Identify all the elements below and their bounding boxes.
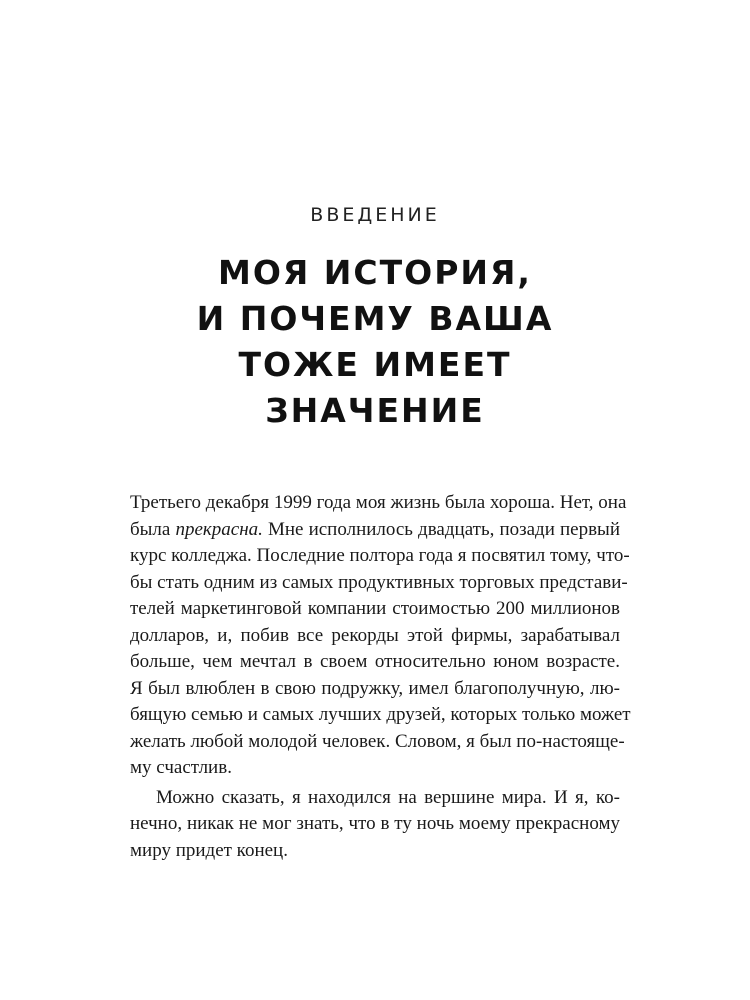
paragraph-line: больше, чем мечтал в своем относительно юном возрасте. [130,651,620,672]
paragraph-2 [130,785,620,865]
paragraph-line: му счастлив. [130,757,232,778]
paragraph-line: бящую семью и самых лучших друзей, которых только может [130,704,631,725]
paragraph-line: Я был влюблен в свою подружку, имел благополучную, лю- [130,677,620,699]
paragraph-line: нечно, никак не мог знать, что в ту ночь моему прекрасному [130,813,620,834]
body-text [130,490,631,864]
paragraph-line: долларов, и, побив все рекорды этой фирмы, зарабатывал [130,624,620,646]
paragraph-line: курс колледжа. Последние полтора года я посвятил тому, что- [130,545,630,566]
section-label: ВВЕДЕНИЕ [310,204,440,226]
emphasis-text: прекрасна. [175,518,263,540]
chapter-title-line-4: ЗНАЧЕНИЕ [265,391,485,430]
paragraph-line: телей маркетинговой компании стоимостью 200 миллионов [130,598,620,619]
paragraph-line: Третьего декабря 1999 года моя жизнь была хороша. Нет, она [130,492,627,513]
paragraph-1 [130,490,631,782]
paragraph-line: желать любой молодой человек. Словом, я был по-настояще- [130,730,625,752]
paragraph-line: бы стать одним из самых продуктивных торговых представи- [130,571,628,593]
paragraph-line: Можно сказать, я находился на вершине мира. И я, ко- [156,786,620,808]
chapter-title [0,250,750,434]
text-run: Мне исполнилось двадцать, позади первый [262,518,620,540]
chapter-title-line-1: МОЯ ИСТОРИЯ, [218,253,532,292]
paragraph-line [130,517,620,544]
chapter-title-line-2: И ПОЧЕМУ ВАША [196,299,554,338]
paragraph-line: миру придет конец. [130,839,288,861]
text-run: была [130,518,176,540]
chapter-title-line-3: ТОЖЕ ИМЕЕТ [238,345,512,384]
